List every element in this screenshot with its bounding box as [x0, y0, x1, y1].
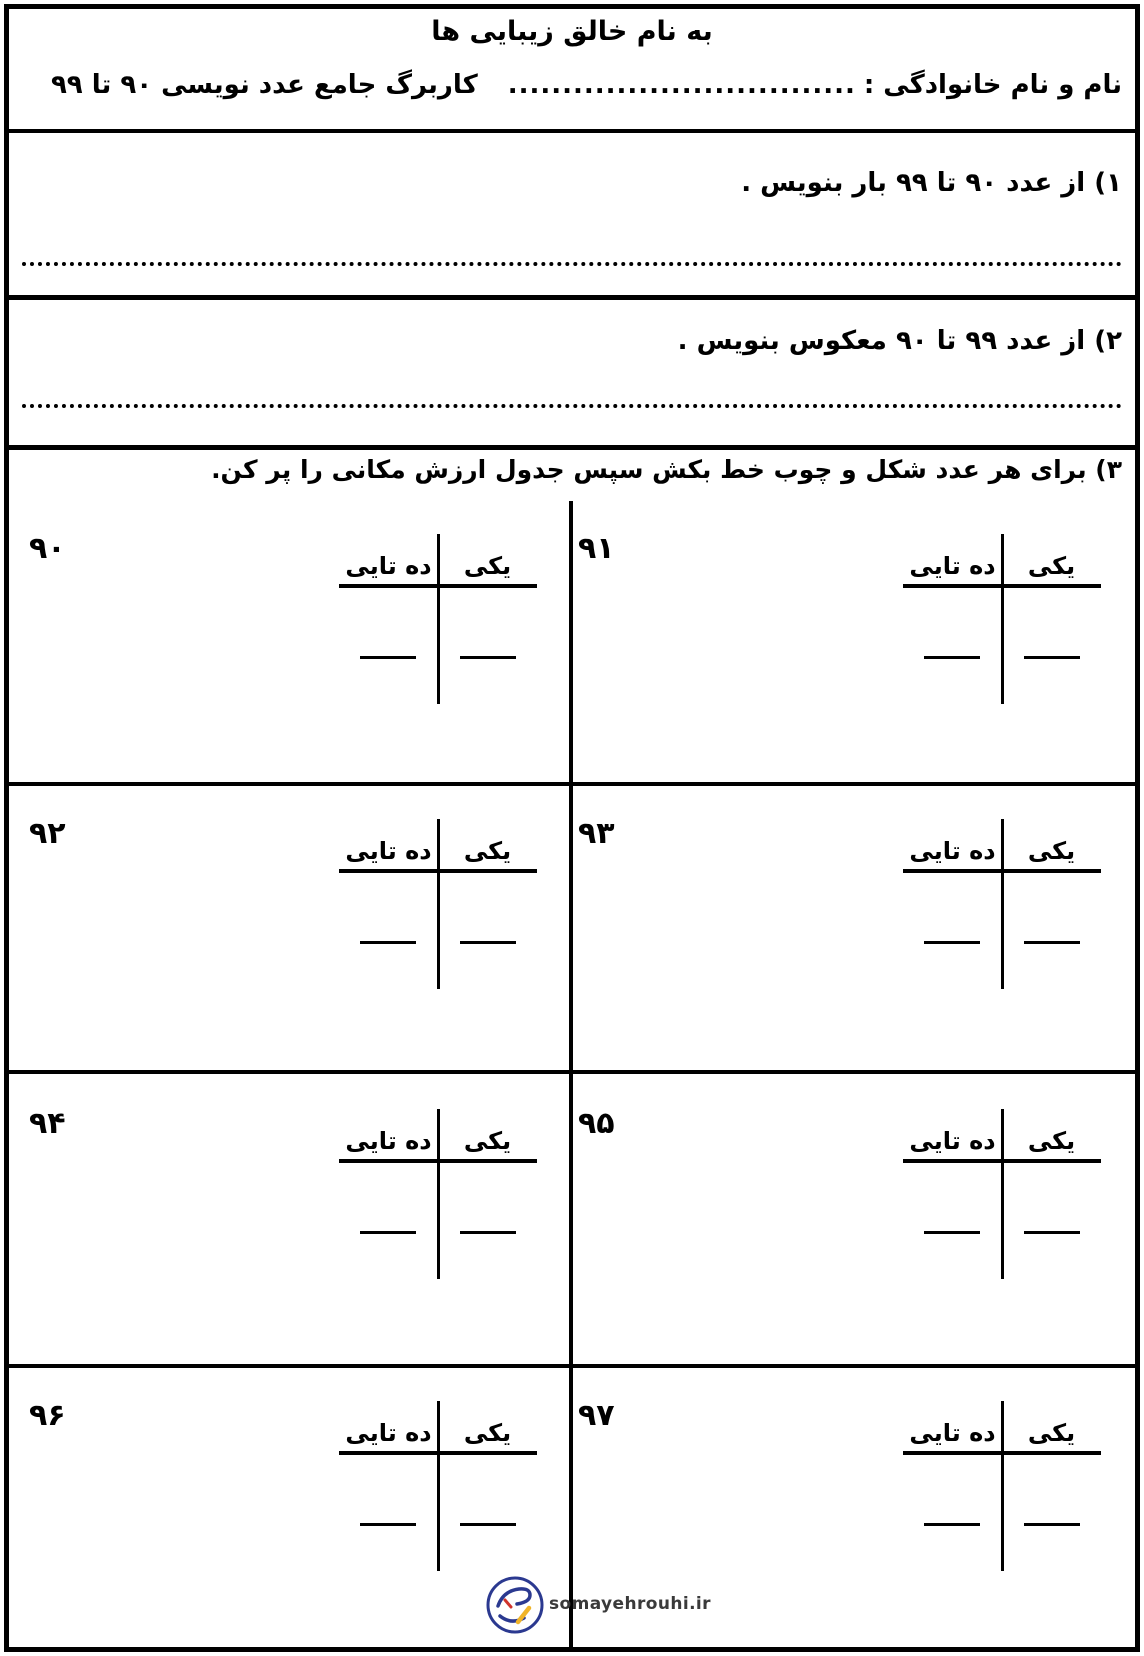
- question-2-text: ۲) از عدد ۹۹ تا ۹۰ معکوس بنویس .: [677, 326, 1122, 356]
- table-header-rule: [339, 1159, 537, 1163]
- grid-cell-90: [9, 501, 569, 781]
- question-2-divider: [4, 445, 1140, 450]
- ones-column-label: یکی: [463, 1127, 512, 1155]
- question-1-text: ۱) از عدد ۹۰ تا ۹۹ بار بنویس .: [741, 168, 1122, 198]
- site-logo-icon: [485, 1575, 545, 1635]
- tens-column-label: ده تایی: [909, 837, 996, 865]
- place-value-table: [339, 534, 537, 704]
- ones-answer-blank: [460, 941, 516, 944]
- table-header-rule: [903, 584, 1101, 588]
- table-header-rule: [339, 584, 537, 588]
- question-2-answer-line: [22, 404, 1122, 408]
- ones-answer-blank: [1024, 656, 1080, 659]
- grid-center-divider: [569, 501, 573, 1648]
- table-column-divider: [437, 1109, 440, 1279]
- cell-number: ۹۶: [29, 1398, 66, 1433]
- place-value-table: [903, 1401, 1101, 1571]
- ones-answer-blank: [1024, 1231, 1080, 1234]
- tens-answer-blank: [360, 941, 416, 944]
- name-field-blank: ................................: [507, 70, 856, 100]
- question-1-answer-line: [22, 262, 1122, 266]
- cell-number: ۹۵: [578, 1106, 615, 1141]
- place-value-table: [339, 1401, 537, 1571]
- grid-cell-93: [573, 786, 1133, 1066]
- table-header-rule: [339, 1451, 537, 1455]
- website-url: somayehrouhi.ir: [549, 1594, 711, 1614]
- cell-number: ۹۰: [29, 531, 66, 566]
- place-value-table: [903, 1109, 1101, 1279]
- tens-answer-blank: [360, 656, 416, 659]
- header-divider: [4, 129, 1140, 133]
- tens-answer-blank: [924, 941, 980, 944]
- tens-answer-blank: [360, 1523, 416, 1526]
- question-1-divider: [4, 295, 1140, 300]
- ones-answer-blank: [460, 1231, 516, 1234]
- tens-column-label: ده تایی: [345, 837, 432, 865]
- place-value-table: [339, 1109, 537, 1279]
- ones-column-label: یکی: [1027, 837, 1076, 865]
- cell-number: ۹۱: [578, 531, 615, 566]
- name-field-row: [51, 70, 1122, 100]
- grid-cell-95: [573, 1076, 1133, 1356]
- ones-column-label: یکی: [463, 1419, 512, 1447]
- question-3-text: ۳) برای هر عدد شکل و چوب خط بکش سپس جدول ارزش مکانی را پر کن.: [211, 455, 1122, 484]
- page-title: به نام خالق زیبایی ها: [431, 16, 713, 47]
- table-column-divider: [1001, 1401, 1004, 1571]
- table-column-divider: [1001, 819, 1004, 989]
- table-header-rule: [903, 1159, 1101, 1163]
- ones-answer-blank: [1024, 1523, 1080, 1526]
- place-value-table: [339, 819, 537, 989]
- cell-number: ۹۷: [578, 1398, 615, 1433]
- tens-answer-blank: [360, 1231, 416, 1234]
- table-column-divider: [437, 819, 440, 989]
- ones-column-label: یکی: [1027, 1419, 1076, 1447]
- ones-column-label: یکی: [1027, 552, 1076, 580]
- ones-answer-blank: [1024, 941, 1080, 944]
- worksheet-title: کاربرگ جامع عدد نویسی ۹۰ تا ۹۹: [50, 70, 478, 100]
- tens-answer-blank: [924, 1231, 980, 1234]
- table-column-divider: [437, 1401, 440, 1571]
- table-header-rule: [903, 869, 1101, 873]
- ones-column-label: یکی: [1027, 1127, 1076, 1155]
- table-header-rule: [903, 1451, 1101, 1455]
- tens-column-label: ده تایی: [345, 1419, 432, 1447]
- table-column-divider: [1001, 1109, 1004, 1279]
- table-column-divider: [1001, 534, 1004, 704]
- table-header-rule: [339, 869, 537, 873]
- place-value-table: [903, 819, 1101, 989]
- tens-column-label: ده تایی: [909, 1127, 996, 1155]
- ones-answer-blank: [460, 1523, 516, 1526]
- ones-column-label: یکی: [463, 552, 512, 580]
- tens-column-label: ده تایی: [345, 1127, 432, 1155]
- grid-cell-94: [9, 1076, 569, 1356]
- tens-column-label: ده تایی: [345, 552, 432, 580]
- tens-answer-blank: [924, 656, 980, 659]
- name-field-label: نام و نام خانوادگی :: [863, 70, 1122, 100]
- table-column-divider: [437, 534, 440, 704]
- ones-column-label: یکی: [463, 837, 512, 865]
- ones-answer-blank: [460, 656, 516, 659]
- tens-answer-blank: [924, 1523, 980, 1526]
- cell-number: ۹۲: [29, 816, 66, 851]
- grid-cell-91: [573, 501, 1133, 781]
- tens-column-label: ده تایی: [909, 1419, 996, 1447]
- grid-cell-92: [9, 786, 569, 1066]
- tens-column-label: ده تایی: [909, 552, 996, 580]
- cell-number: ۹۳: [578, 816, 615, 851]
- cell-number: ۹۴: [29, 1106, 66, 1141]
- place-value-table: [903, 534, 1101, 704]
